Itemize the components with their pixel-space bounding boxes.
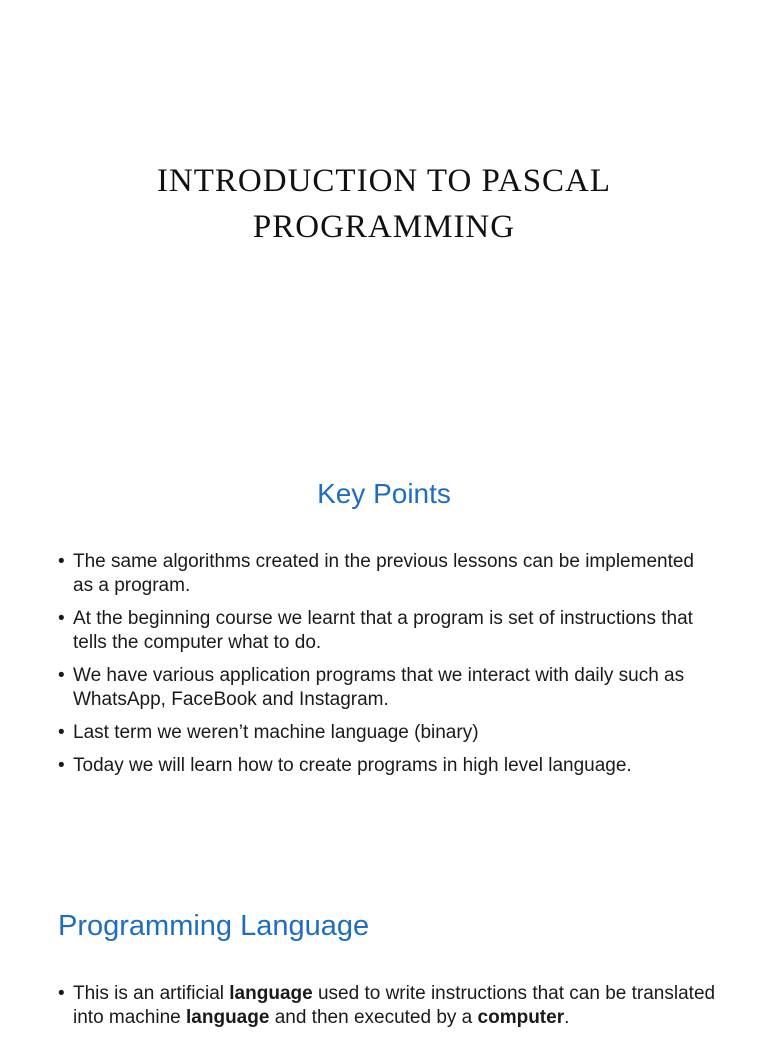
list-item: • Today we will learn how to create programs in high level language. bbox=[58, 754, 718, 778]
title-line-1: INTRODUCTION TO PASCAL bbox=[156, 163, 612, 199]
list-item: • The same algorithms created in the previous lessons can be implemented as a program. bbox=[58, 550, 718, 598]
list-item bbox=[58, 982, 718, 1030]
slide-title bbox=[0, 0, 768, 430]
bold-term: computer bbox=[477, 1007, 565, 1028]
definition-list bbox=[58, 982, 718, 1039]
list-item: • At the beginning course we learnt that a program is set of instructions that tells the computer what to do. bbox=[58, 607, 718, 655]
definition-text: used to write instructions that can be translated into machine bbox=[73, 983, 716, 1028]
definition-text: This is an artificial bbox=[73, 983, 230, 1004]
definition-text: . bbox=[564, 1007, 570, 1028]
programming-language-heading: Programming Language bbox=[58, 910, 370, 942]
slide-programming-language bbox=[0, 870, 768, 1028]
definition-text: and then executed by a bbox=[269, 1007, 478, 1028]
presentation-title bbox=[0, 158, 768, 250]
list-item: • We have various application programs that we interact with daily such as WhatsApp, FaceBook and Instagram. bbox=[58, 664, 718, 712]
key-points-heading: Key Points bbox=[317, 478, 451, 509]
key-points-list bbox=[58, 550, 718, 787]
bold-term: language bbox=[229, 983, 313, 1004]
slide-key-points bbox=[0, 430, 768, 870]
title-line-2: PROGRAMMING bbox=[252, 209, 516, 245]
list-item: • Last term we weren’t machine language (binary) bbox=[58, 721, 718, 745]
bold-term: language bbox=[186, 1007, 270, 1028]
